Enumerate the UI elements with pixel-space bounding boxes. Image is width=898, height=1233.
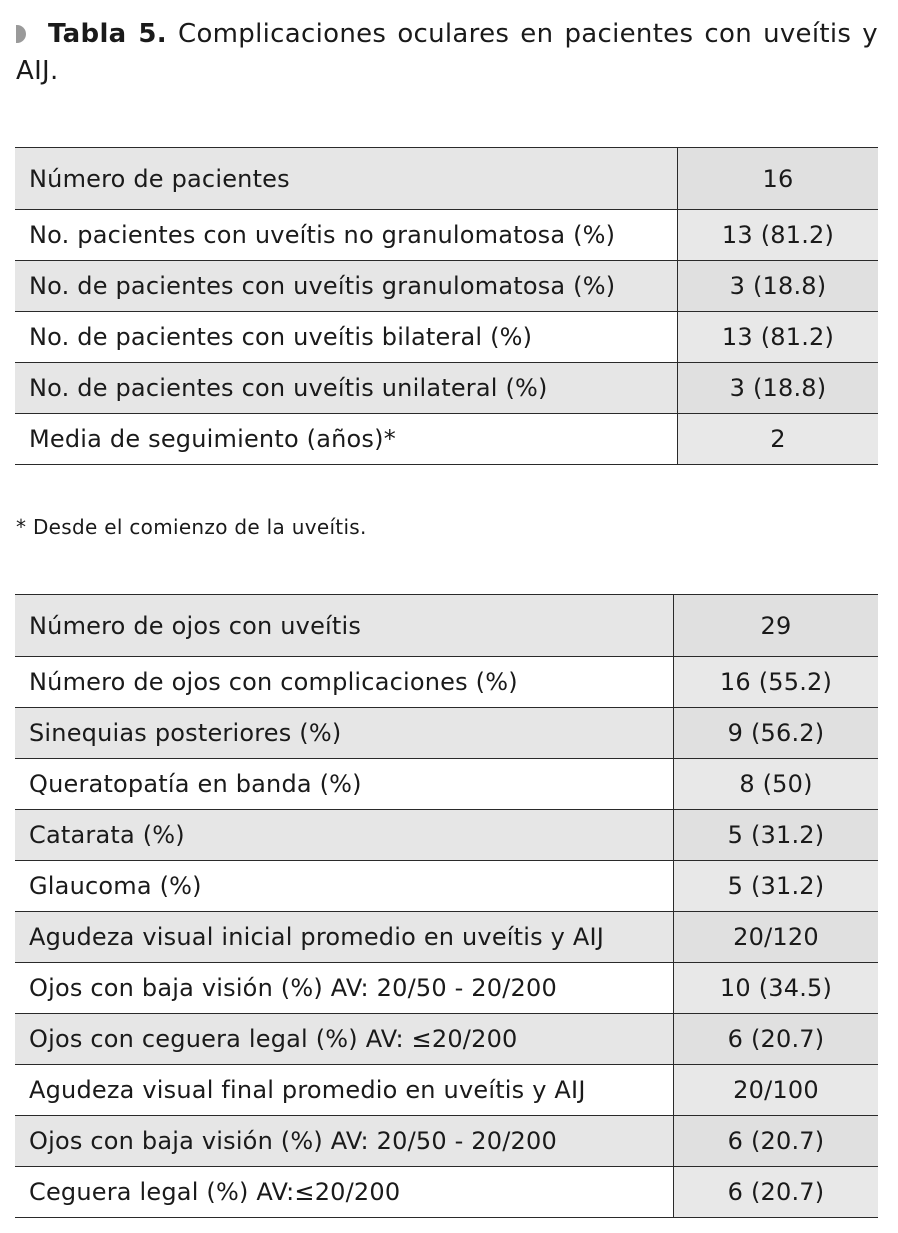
- row-value: 29: [674, 595, 879, 657]
- caption-label: Tabla 5.: [48, 19, 167, 49]
- row-label: Queratopatía en banda (%): [15, 759, 674, 810]
- row-value: 20/120: [674, 912, 879, 963]
- eyes-table: [15, 594, 878, 1218]
- row-value: 6 (20.7): [674, 1167, 879, 1218]
- table-row: [15, 210, 878, 261]
- table-footnote: * Desde el comienzo de la uveítis.: [16, 515, 367, 539]
- row-label: Glaucoma (%): [15, 861, 674, 912]
- row-value: 20/100: [674, 1065, 879, 1116]
- table-header-row: [15, 148, 878, 210]
- table-row: [15, 1065, 878, 1116]
- row-value: 8 (50): [674, 759, 879, 810]
- table-row: [15, 810, 878, 861]
- row-label: Número de pacientes: [15, 148, 678, 210]
- table-caption: [16, 16, 878, 90]
- row-value: 16: [678, 148, 879, 210]
- row-value: 13 (81.2): [678, 312, 879, 363]
- patients-table: [15, 147, 878, 465]
- row-value: 6 (20.7): [674, 1014, 879, 1065]
- table-row: [15, 912, 878, 963]
- row-label: Agudeza visual final promedio en uveítis y AIJ: [15, 1065, 674, 1116]
- row-label: Número de ojos con complicaciones (%): [15, 657, 674, 708]
- row-label: No. pacientes con uveítis no granulomatosa (%): [15, 210, 678, 261]
- table-row: [15, 963, 878, 1014]
- bullet-icon: [16, 25, 26, 43]
- row-label: No. de pacientes con uveítis bilateral (%): [15, 312, 678, 363]
- table-row: [15, 1167, 878, 1218]
- table-row: [15, 759, 878, 810]
- row-label: Media de seguimiento (años)*: [15, 414, 678, 465]
- row-label: Sinequias posteriores (%): [15, 708, 674, 759]
- table-row: [15, 363, 878, 414]
- row-value: 13 (81.2): [678, 210, 879, 261]
- table-row: [15, 261, 878, 312]
- row-value: 5 (31.2): [674, 861, 879, 912]
- table-header-row: [15, 595, 878, 657]
- row-label: Ceguera legal (%) AV:≤20/200: [15, 1167, 674, 1218]
- row-label: Ojos con baja visión (%) AV: 20/50 - 20/200: [15, 963, 674, 1014]
- row-value: 3 (18.8): [678, 261, 879, 312]
- row-label: No. de pacientes con uveítis granulomatosa (%): [15, 261, 678, 312]
- table-row: [15, 657, 878, 708]
- row-label: Número de ojos con uveítis: [15, 595, 674, 657]
- row-value: 2: [678, 414, 879, 465]
- table-row: [15, 1116, 878, 1167]
- row-label: Agudeza visual inicial promedio en uveítis y AIJ: [15, 912, 674, 963]
- table-row: [15, 414, 878, 465]
- table-row: [15, 1014, 878, 1065]
- row-value: 3 (18.8): [678, 363, 879, 414]
- table-row: [15, 708, 878, 759]
- row-label: Ojos con baja visión (%) AV: 20/50 - 20/200: [15, 1116, 674, 1167]
- row-label: Catarata (%): [15, 810, 674, 861]
- table-row: [15, 312, 878, 363]
- row-value: 16 (55.2): [674, 657, 879, 708]
- row-value: 6 (20.7): [674, 1116, 879, 1167]
- row-label: No. de pacientes con uveítis unilateral (%): [15, 363, 678, 414]
- table-row: [15, 861, 878, 912]
- row-label: Ojos con ceguera legal (%) AV: ≤20/200: [15, 1014, 674, 1065]
- row-value: 5 (31.2): [674, 810, 879, 861]
- row-value: 10 (34.5): [674, 963, 879, 1014]
- row-value: 9 (56.2): [674, 708, 879, 759]
- caption-text: Complicaciones oculares en pacientes con uveítis y AIJ.: [16, 19, 878, 86]
